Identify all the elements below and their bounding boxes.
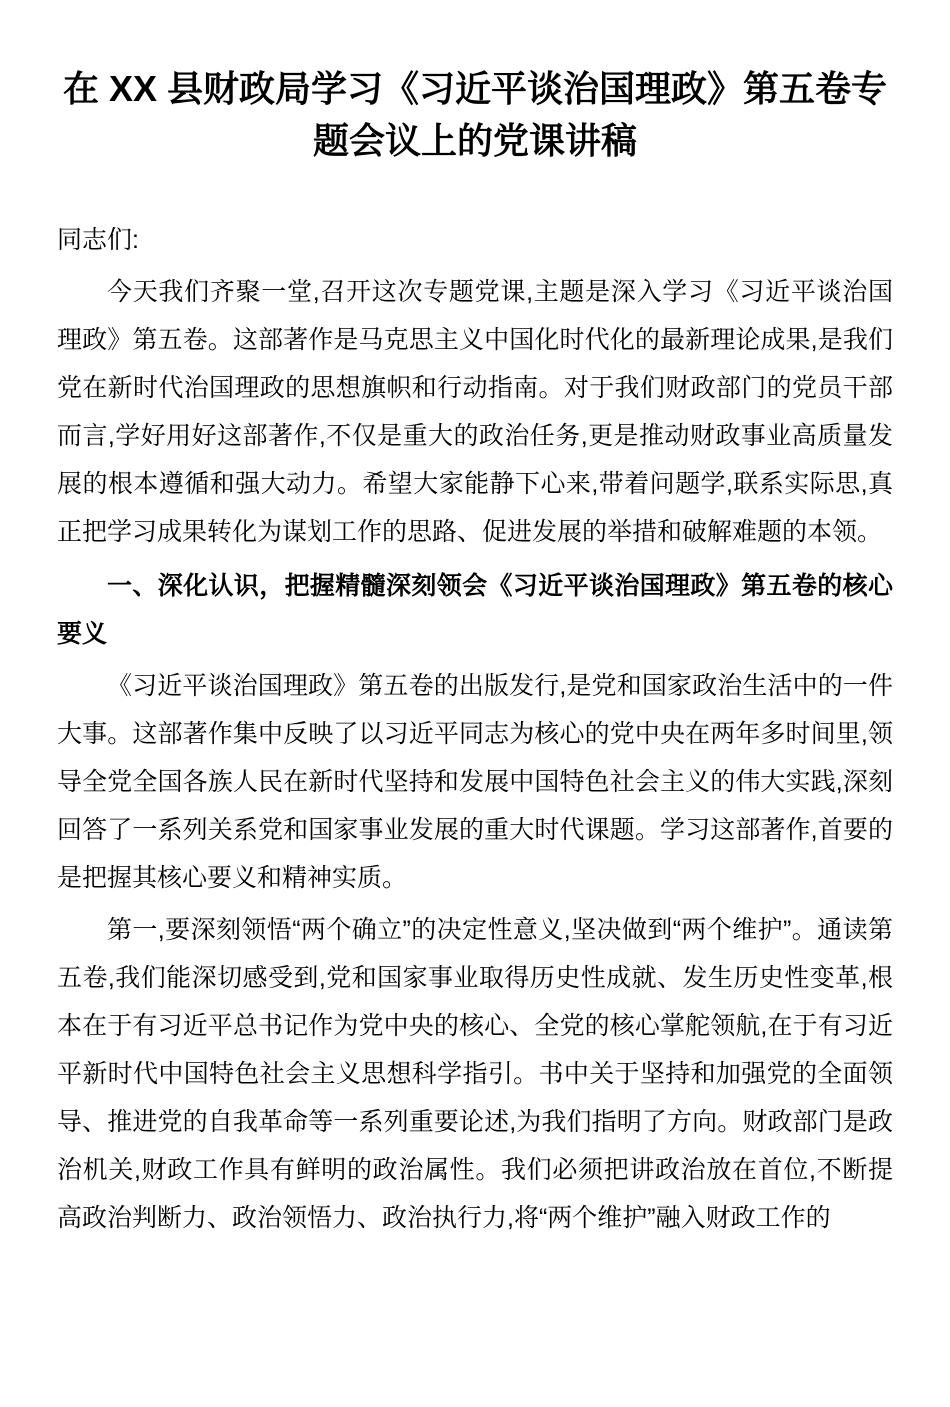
section-heading-1: 一、深化认识，把握精髓深刻领会《习近平谈治国理政》第五卷的核心要义: [57, 572, 893, 648]
paragraph-point-one: 第一,要深刻领悟“两个确立”的决定性意义,坚决做到“两个维护”。通读第五卷,我们能深切感受到,党和国家事业取得历史性成就、发生历史性变革,根本在于有习近平总书记作为党中央的核心、全党的核心掌舵领航,在于有习近平新时代中国特色社会主义思想科学指引。书中关于坚持和加强党的全面领导、推进党的自我革命等一系列重要论述,为我们指明了方向。财政部门是政治机关,财政工作具有鲜明的政治属性。我们必须把讲政治放在首位,不断提高政治判断力、政治领悟力、政治执行力,将“两个维护”融入财政工作的: [57, 916, 893, 1232]
paragraph-intro: 今天我们齐聚一堂,召开这次专题党课,主题是深入学习《习近平谈治国理政》第五卷。这部著作是马克思主义中国化时代化的最新理论成果,是我们党在新时代治国理政的思想旗帜和行动指南。对于我们财政部门的党员干部而言,学好用好这部著作,不仅是重大的政治任务,更是推动财政事业高质量发展的根本遵循和强大动力。希望大家能静下心来,带着问题学,联系实际思,真正把学习成果转化为谋划工作的思路、促进发展的举措和破解难题的本领。: [57, 278, 893, 546]
document-page: [0, 63, 950, 1407]
salutation: 同志们:: [57, 226, 139, 254]
paragraph-section1-body: 《习近平谈治国理政》第五卷的出版发行,是党和国家政治生活中的一件大事。这部著作集中反映了以习近平同志为核心的党中央在两年多时间里,领导全党全国各族人民在新时代坚持和发展中国特色社会主义的伟大实践,深刻回答了一系列关系党和国家事业发展的重大时代课题。学习这部著作,首要的是把握其核心要义和精神实质。: [57, 672, 893, 892]
document-body: [57, 216, 893, 1242]
document-title: 在 XX 县财政局学习《习近平谈治国理政》第五卷专题会议上的党课讲稿: [62, 68, 888, 161]
